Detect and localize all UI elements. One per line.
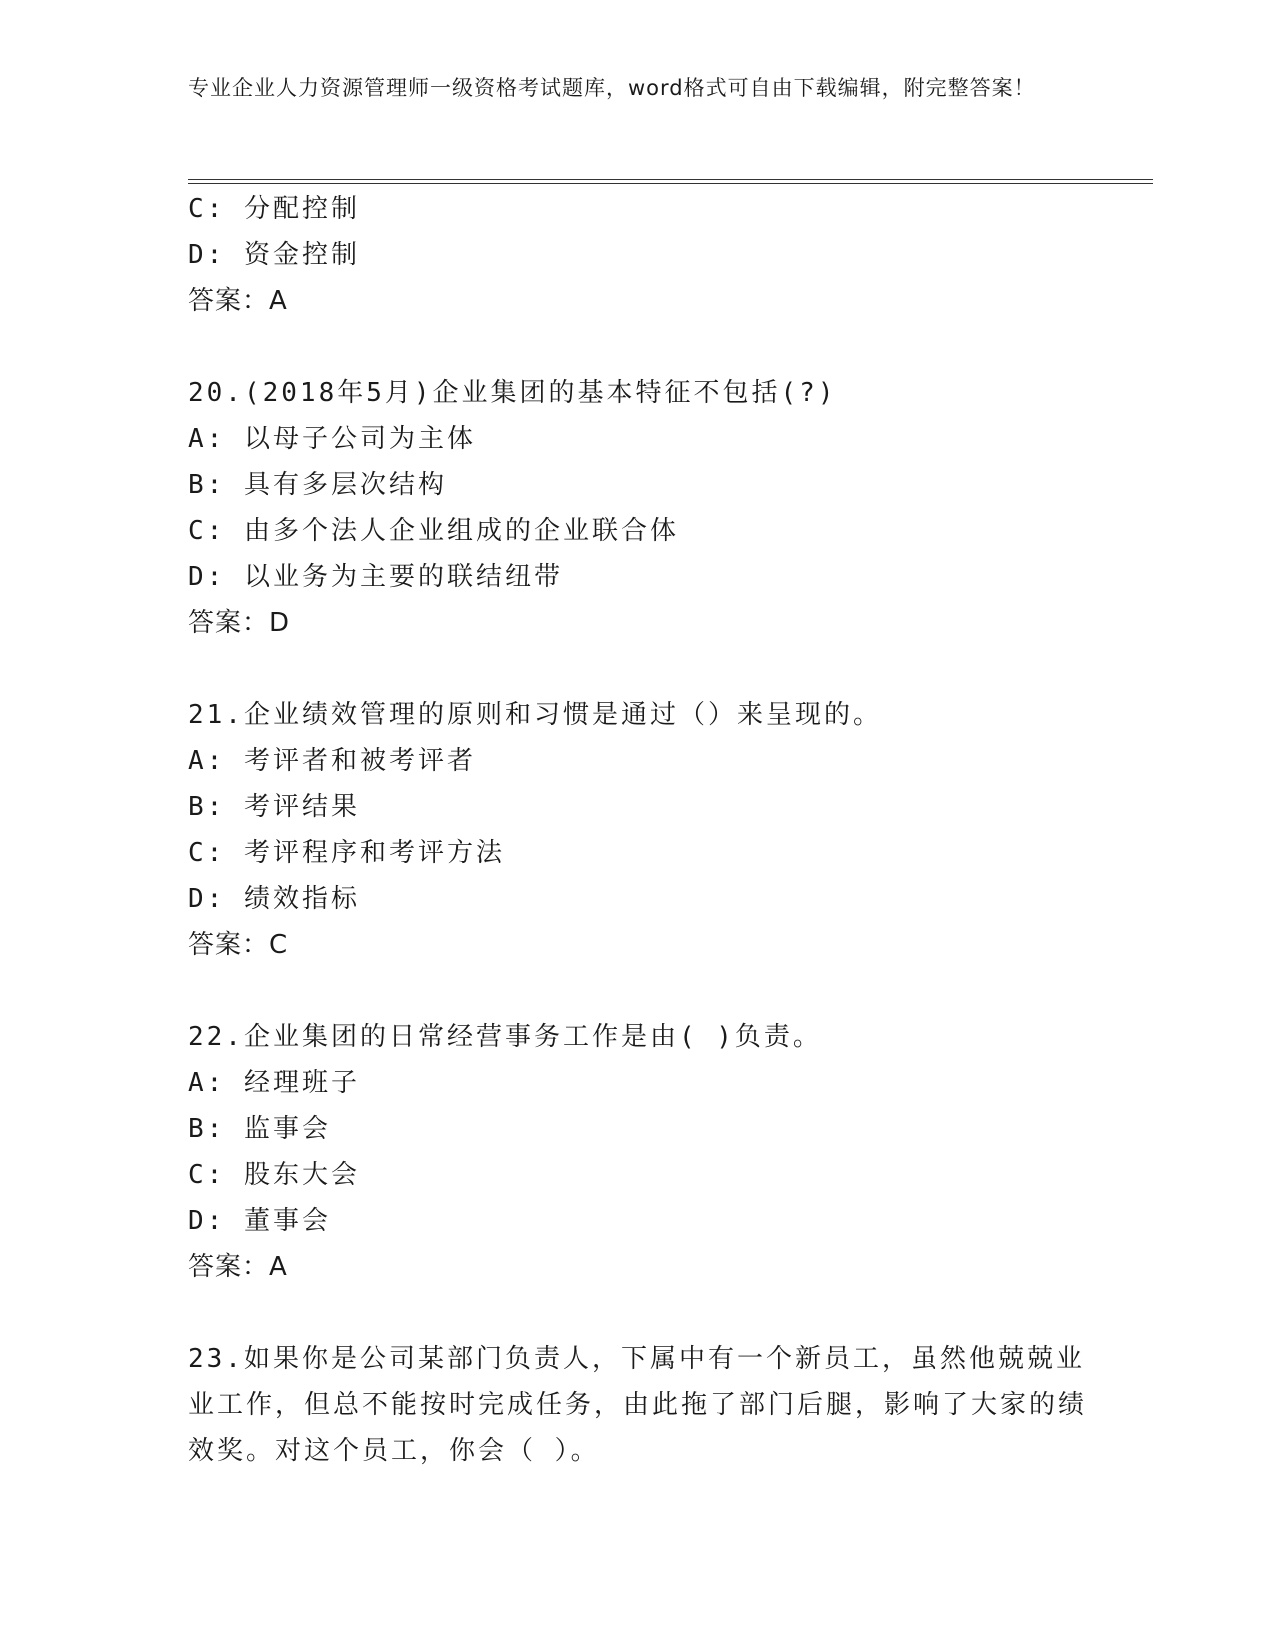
option-text: 股东大会 <box>243 1160 360 1190</box>
answer-line: 答案：A <box>188 1252 288 1282</box>
option-text: 分配控制 <box>243 194 360 224</box>
option-label: D: <box>188 884 226 914</box>
option-d <box>188 1198 1088 1244</box>
option-text: 以母子公司为主体 <box>243 424 476 454</box>
option-label: C: <box>188 1160 226 1190</box>
option-label: A: <box>188 746 226 776</box>
answer-line: 答案：C <box>188 930 289 960</box>
option-label: C: <box>188 838 226 868</box>
option-label: B: <box>188 1114 226 1144</box>
option-label: A: <box>188 1068 226 1098</box>
option-b <box>188 784 1088 830</box>
option-text: 由多个法人企业组成的企业联合体 <box>243 516 679 546</box>
option-text: 考评者和被考评者 <box>243 746 476 776</box>
question-stem: 22.企业集团的日常经营事务工作是由( )负责。 <box>188 1022 822 1052</box>
option-text: 经理班子 <box>243 1068 360 1098</box>
option-text: 考评程序和考评方法 <box>243 838 505 868</box>
option-text: 董事会 <box>243 1206 331 1236</box>
option-text: 考评结果 <box>243 792 360 822</box>
option-b <box>188 1106 1088 1152</box>
page-header: 专业企业人力资源管理师一级资格考试题库，word格式可自由下载编辑，附完整答案！ <box>188 76 1036 100</box>
option-a <box>188 1060 1088 1106</box>
option-a <box>188 416 1088 462</box>
option-c <box>188 1152 1088 1198</box>
option-label: B: <box>188 470 226 500</box>
option-label: C: <box>188 194 226 224</box>
answer-line: 答案：D <box>188 608 291 638</box>
option-text: 以业务为主要的联结纽带 <box>243 562 563 592</box>
question-stem: 20.(2018年5月)企业集团的基本特征不包括(?) <box>188 378 837 408</box>
header-divider-top <box>188 179 1153 180</box>
header-divider-bottom <box>188 183 1153 184</box>
question-list <box>188 186 1088 1474</box>
question-stem: 23.如果你是公司某部门负责人，下属中有一个新员工，虽然他兢兢业业工作，但总不能按时完成任务，由此拖了部门后腿，影响了大家的绩效奖。对这个员工，你会（ ）。 <box>188 1344 1088 1466</box>
option-d <box>188 232 1088 278</box>
option-text: 具有多层次结构 <box>243 470 447 500</box>
question-stem: 21.企业绩效管理的原则和习惯是通过（）来呈现的。 <box>188 700 882 730</box>
option-text: 绩效指标 <box>243 884 360 914</box>
answer-line: 答案：A <box>188 286 288 316</box>
option-d <box>188 876 1088 922</box>
option-label: C: <box>188 516 226 546</box>
option-c <box>188 508 1088 554</box>
option-text: 资金控制 <box>243 240 360 270</box>
option-c <box>188 186 1088 232</box>
option-text: 监事会 <box>243 1114 331 1144</box>
option-d <box>188 554 1088 600</box>
option-a <box>188 738 1088 784</box>
option-label: A: <box>188 424 226 454</box>
option-label: D: <box>188 1206 226 1236</box>
option-c <box>188 830 1088 876</box>
option-label: B: <box>188 792 226 822</box>
option-b <box>188 462 1088 508</box>
option-label: D: <box>188 240 226 270</box>
option-label: D: <box>188 562 226 592</box>
